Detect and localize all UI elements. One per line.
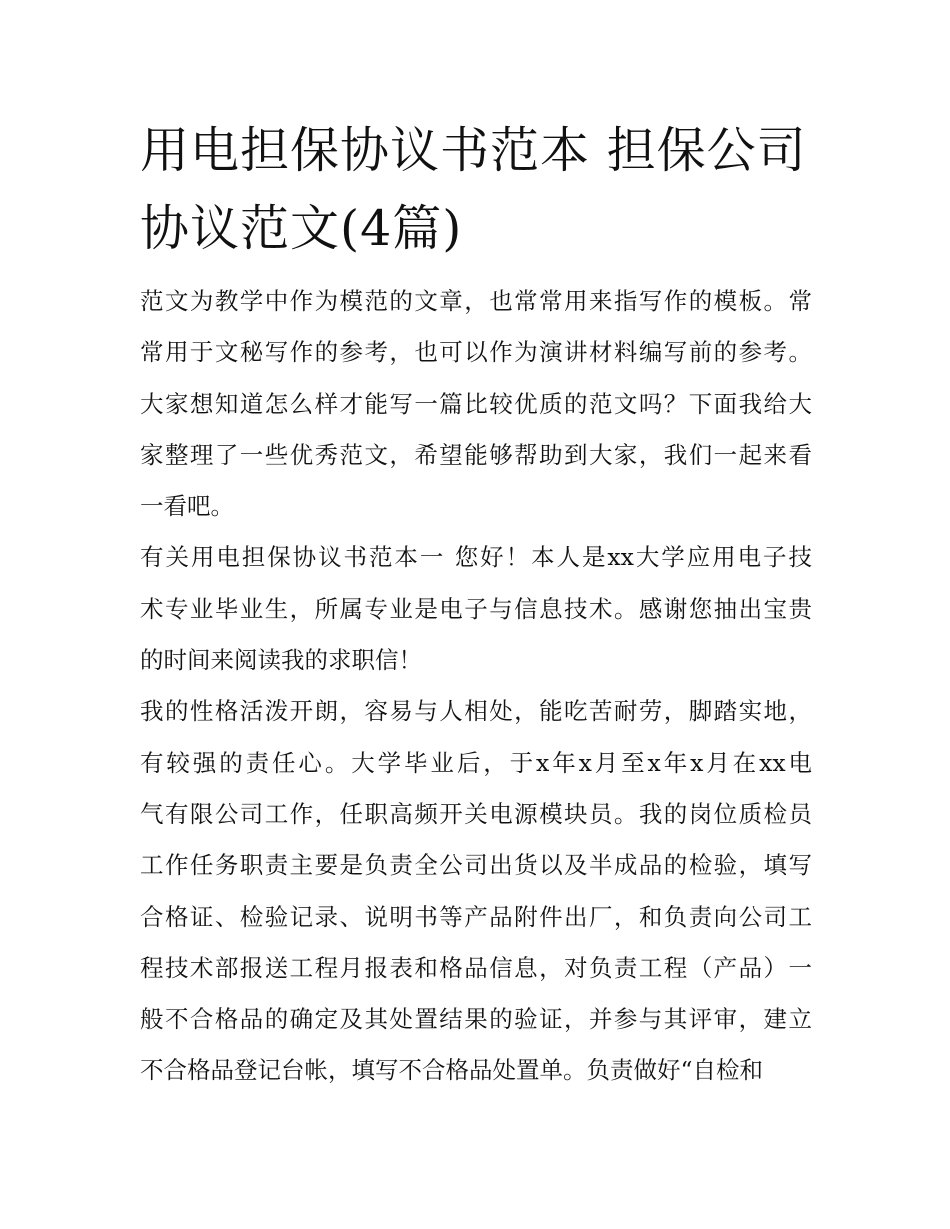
body-line: 我的性格活泼开朗，容易与人相处，能吃苦耐劳，脚踏实地，: [140, 697, 812, 726]
body-line: 工作任务职责主要是负责全公司出货以及半成品的检验，填写: [140, 851, 812, 880]
body-line: 术专业毕业生，所属专业是电子与信息技术。感谢您抽出宝贵: [140, 594, 812, 623]
body-line: 范文为教学中作为模范的文章，也常常用来指写作的模板。常: [140, 287, 812, 315]
body-line: 不合格品登记台帐，填写不合格品处置单。负责做好“自检和: [140, 1056, 764, 1085]
document-title: 用电担保协议书范本 担保公司协议范文(4篇): [140, 122, 807, 257]
body-line: 大家想知道怎么样才能写一篇比较优质的范文吗？下面我给大: [140, 389, 812, 418]
document-body: [140, 276, 812, 1097]
body-line: 的时间来阅读我的求职信！: [140, 646, 422, 675]
body-line: 一看吧。: [140, 492, 234, 521]
body-line: 家整理了一些优秀范文，希望能够帮助到大家，我们一起来看: [140, 440, 812, 469]
body-line: 有关用电担保协议书范本一 您好！本人是xx大学应用电子技: [140, 543, 812, 572]
body-line: 程技术部报送工程月报表和格品信息，对负责工程（产品）一: [140, 953, 812, 982]
body-line: 气有限公司工作，任职高频开关电源模块员。我的岗位质检员: [140, 799, 812, 828]
body-line: 般不合格品的确定及其处置结果的验证，并参与其评审，建立: [140, 1005, 812, 1034]
body-line: 有较强的责任心。大学毕业后，于x年x月至x年x月在xx电: [140, 748, 812, 777]
body-line: 常用于文秘写作的参考，也可以作为演讲材料编写前的参考。: [140, 338, 812, 367]
body-line: 合格证、检验记录、说明书等产品附件出厂，和负责向公司工: [140, 902, 812, 931]
